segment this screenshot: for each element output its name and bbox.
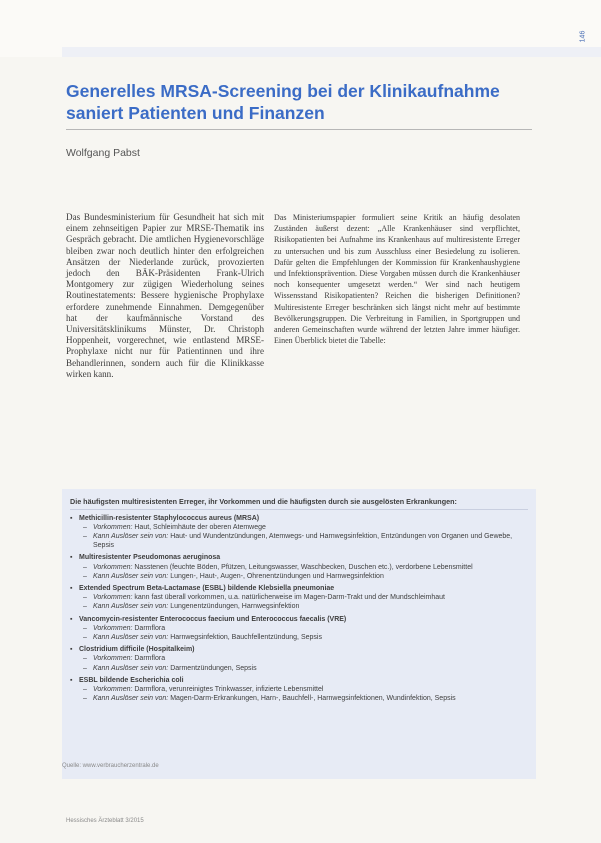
pathogen-item xyxy=(70,553,528,581)
pathogen-name: ▪ Extended Spectrum Beta-Lactamase (ESBL) bildende Klebsiella pneumoniae xyxy=(79,585,335,593)
pathogen-occurrence: – Vorkommen: Darmflora xyxy=(83,624,166,632)
body-column-left xyxy=(66,212,264,380)
pathogen-diseases: – Kann Auslöser sein von: Harnwegsinfektion, Bauchfellentzündung, Sepsis xyxy=(83,634,322,642)
page-footer: Hessisches Ärzteblatt 3/2015 xyxy=(66,818,144,824)
page-number: 146 xyxy=(579,30,587,43)
pathogen-item xyxy=(70,676,528,704)
info-box-title: Die häufigsten multiresistenten Erreger, ihr Vorkommen und die häufigsten durch sie ausgelösten Erkrankungen: xyxy=(70,497,528,510)
pathogen-occurrence: – Vorkommen: Haut, Schleimhäute der oberen Atemwege xyxy=(83,523,266,531)
pathogen-name: ▪ Vancomycin-resistenter Enterococcus faecium und Enterococcus faecalis (VRE) xyxy=(79,615,347,623)
body-paragraph-left: Das Bundesministerium für Gesundheit hat sich mit einem zehnseitigen Papier zur MRSE-Thematik ins Gespräch gebracht. Die amtlichen Hygienevorschläge bleiben zwar noch deutlich hinter den erfolgreichen Ansätzen der Niederlande zurück, provozierten jedoch den BÄK-Präsidenten Frank-Ulrich Montgomery zur zügigen Wiederholung seines Routinestatements: Bessere hygienische Prophylaxe erfordere zunehmende Einnahmen. Demgegenüber hat der kaufmännische Vorstand des Universitätsklinikums Münster, Dr. Christoph Hoppenheit, vorgerechnet, wie entlastend MRSE-Prophylaxe nicht nur für Patientinnen und ihre Behandlerinnen, sondern auch für die Klinikkasse wirken kann. xyxy=(66,212,264,379)
pathogen-occurrence: – Vorkommen: Nasstenen (feuchte Böden, Pfützen, Leitungswasser, Waschbecken, Duschen etc.), verdorbene Lebensmittel xyxy=(83,563,473,571)
title-divider xyxy=(66,129,532,130)
body-paragraph-right: Das Ministeriumspapier formuliert seine Kritik an häufig desolaten Zuständen äußerst dezent: „Alle Krankenhäuser sind verpflichtet, Risikopatienten bei Aufnahme ins Krankenhaus auf multiresistente Erreger zu untersuchen und bis zum Ausschluss einer Besiedelung zu isolieren. Dafür gelten die Empfehlungen der Kommission für Krankenhaushygiene und Infektionsprävention. Diese Vorgaben müssen durch die Krankenhäuser noch konsequenter umgesetzt werden.“ Wer sind nach heutigem Wissensstand Risikopatienten? Reichen die bisherigen Definitionen? Multiresistente Erreger beschränken sich längst nicht mehr auf bestimmte Bevölkerungsgruppen. Die Verbreitung in Familien, in Sportgruppen und anderen Gemeinschaften wurde während der letzten Jahre immer häufiger. Einen Überblick bietet die Tabelle: xyxy=(274,213,520,346)
page-header-band xyxy=(0,0,601,57)
pathogen-info-box xyxy=(62,489,536,779)
pathogen-occurrence: – Vorkommen: Darmflora xyxy=(83,655,166,663)
header-rule xyxy=(62,47,601,57)
pathogen-diseases: – Kann Auslöser sein von: Magen-Darm-Erkrankungen, Harn-, Bauchfell-, Harnwegsinfektionen, Wundinfektion, Sepsis xyxy=(83,695,456,703)
table-source-note: Quelle: www.verbraucherzentrale.de xyxy=(62,763,159,769)
pathogen-diseases: – Kann Auslöser sein von: Lungen-, Haut-, Augen-, Ohrenentzündungen und Harnwegsinfektion xyxy=(83,572,384,580)
article-author: Wolfgang Pabst xyxy=(66,147,140,159)
pathogen-occurrence: – Vorkommen: Darmflora, verunreinigtes Trinkwasser, infizierte Lebensmittel xyxy=(83,686,324,694)
pathogen-item xyxy=(70,514,528,551)
pathogen-name: ▪ Methicillin-resistenter Staphylococcus aureus (MRSA) xyxy=(79,514,260,522)
pathogen-item xyxy=(70,584,528,612)
body-column-right xyxy=(274,212,520,346)
pathogen-diseases: – Kann Auslöser sein von: Darmentzündungen, Sepsis xyxy=(83,664,257,672)
pathogen-item xyxy=(70,645,528,673)
pathogen-diseases: – Kann Auslöser sein von: Lungenentzündungen, Harnwegsinfektion xyxy=(83,603,300,611)
pathogen-item xyxy=(70,615,528,643)
pathogen-name: ▪ Clostridium difficile (Hospitalkeim) xyxy=(79,646,195,654)
pathogen-name: ▪ Multiresistenter Pseudomonas aeruginosa xyxy=(79,554,221,562)
pathogen-list xyxy=(70,514,528,704)
pathogen-name: ▪ ESBL bildende Escherichia coli xyxy=(79,676,184,684)
pathogen-occurrence: – Vorkommen: kann fast überall vorkommen, u.a. natürlicherweise im Magen-Darm-Trakt und der Mundschleimhaut xyxy=(83,594,445,602)
pathogen-diseases: – Kann Auslöser sein von: Haut- und Wundentzündungen, Atemwegs- und Harnwegsinfektion, Entzündungen von Organen und Gewebe, Sepsis xyxy=(83,533,513,550)
article-title: Generelles MRSA-Screening bei der Klinikaufnahme saniert Patienten und Finanzen xyxy=(66,81,500,123)
